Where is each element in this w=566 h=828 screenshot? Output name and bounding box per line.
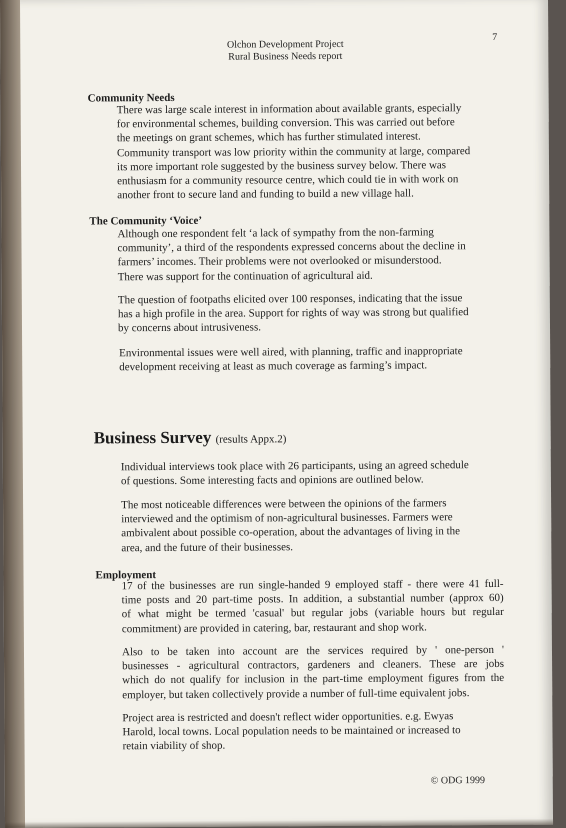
text-line: 17 of the businesses are run single-handed 9 employed staff - there were 41 full- [121, 577, 504, 593]
community-needs-heading: Community Needs [87, 91, 175, 105]
business-survey-heading [94, 427, 287, 450]
text-line: enthusiasm for a community resource centre, which could tie in with work on [117, 173, 459, 188]
text-line: community’, a third of the respondents expressed concerns about the decline in [117, 240, 466, 255]
text-line: The most noticeable differences were between the opinions of the farmers [121, 497, 447, 512]
text-line: time posts and 20 part-time posts. In addition, a substantial number (approx 60) [121, 592, 504, 607]
text-line: development receiving at least as much coverage as farming’s impact. [119, 359, 428, 374]
page-binding-edge [0, 0, 25, 828]
text-line: Harold, local towns. Local population needs to be maintained or increased to [122, 724, 461, 739]
text-line: Also to be taken into account are the services required by ' one-person ' [121, 643, 505, 659]
text-line: of questions. Some interesting facts and opinions are outlined below. [120, 473, 424, 488]
text-line: The question of footpaths elicited over 100 responses, indicating that the issue [117, 292, 463, 307]
page-number: 7 [492, 31, 498, 43]
text-line: Community transport was low priority within the community at large, compared [116, 144, 471, 159]
text-line: Individual interviews took place with 26 participants, using an agreed schedule [120, 459, 469, 474]
business-survey-paragraph-2 [121, 496, 460, 555]
text-line: commitment) are provided in catering, bar, restaurant and shop work. [121, 621, 427, 635]
community-voice-paragraph-1 [117, 225, 466, 284]
text-line: ambivalent about possible co-operation, about the advantages of living in the [121, 525, 461, 540]
community-voice-paragraph-2 [118, 291, 469, 336]
text-line: Environmental issues were well aired, with planning, traffic and inappropriate [119, 345, 463, 360]
text-line: employer, but taken collectively provide a number of full-time equivalent jobs. [122, 686, 470, 701]
text-line: its more important role suggested by the business survey below. There was [116, 159, 447, 174]
business-survey-paragraph-1 [121, 458, 469, 489]
text-line: interviewed and the optimism of non-agricultural businesses. Farmers were [121, 511, 453, 526]
text-line: There was large scale interest in information about available grants, especially [116, 102, 462, 117]
text-line: retain viability of shop. [122, 740, 226, 753]
text-line: There was support for the continuation of agricultural aid. [117, 269, 373, 283]
community-voice-paragraph-3 [119, 344, 463, 375]
text-line: which do not qualify for inclusion in the part-time employment figures from the [122, 672, 505, 687]
text-line: has a high profile in the area. Support for rights of way was strong but qualified [117, 306, 469, 321]
text-line: area, and the future of their businesses. [121, 540, 294, 554]
text-line: Although one respondent felt ‘a lack of sympathy from the non-farming [117, 226, 434, 241]
community-needs-paragraph [117, 101, 471, 203]
text-line: businesses - agricultural contractors, gardeners and cleaners. These are jobs [122, 658, 505, 673]
header-project-title: Olchon Development Project [226, 38, 344, 51]
business-survey-title: Business Survey [93, 427, 212, 448]
copyright-footer: © ODG 1999 [430, 775, 486, 787]
text-line: another front to secure land and funding to build a new village hall. [117, 187, 414, 202]
text-line: Project area is restricted and doesn't reflect wider opportunities. e.g. Ewyas [122, 710, 454, 725]
text-line: by concerns about intrusiveness. [117, 321, 262, 335]
text-line: the meetings on grant schemes, which has further stimulated interest. [116, 130, 421, 145]
text-line: for environmental schemes, building conversion. This was carried out before [116, 116, 455, 131]
employment-heading: Employment [95, 569, 157, 582]
employment-paragraph-2 [122, 643, 504, 702]
community-voice-heading: The Community ‘Voice’ [89, 214, 203, 228]
business-survey-subtitle: (results Appx.2) [215, 433, 287, 446]
header-report-title: Rural Business Needs report [228, 50, 343, 63]
employment-paragraph-1 [122, 577, 504, 636]
text-line: farmers’ incomes. Their problems were not overlooked or misunderstood. [117, 254, 442, 269]
page-bottom-shadow [5, 819, 553, 828]
text-line: of what might be termed 'casual' but regular jobs (variable hours but regular [121, 606, 504, 621]
employment-paragraph-3 [122, 709, 460, 754]
page-header [180, 39, 390, 64]
